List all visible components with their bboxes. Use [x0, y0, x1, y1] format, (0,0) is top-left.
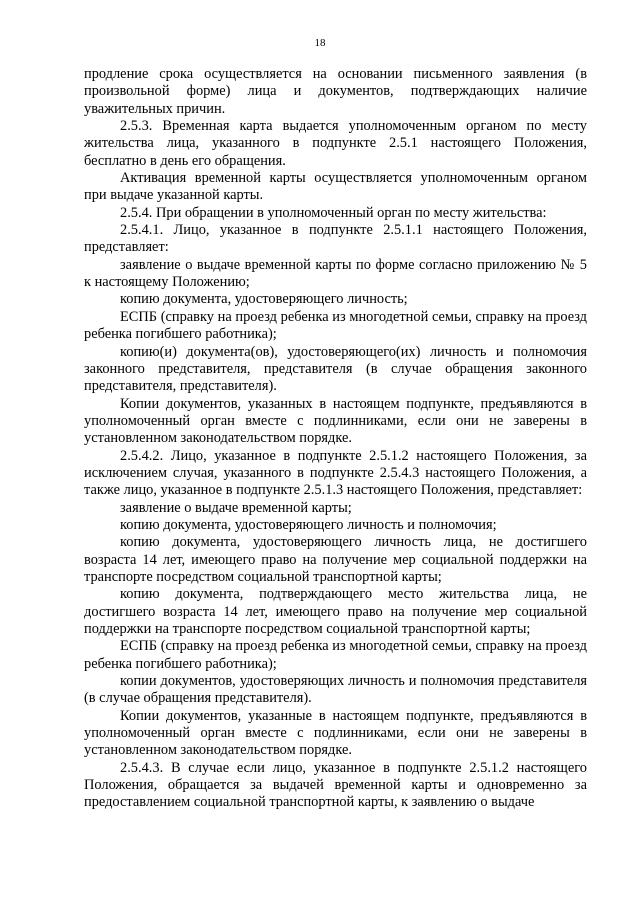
list-item: копии документов, удостоверяющих личность и полномочия представителя (в случае обращения представителя). — [84, 673, 587, 707]
list-item: копию документа, подтверждающего место жительства лица, не достигшего возраста 14 лет, имеющего право на получение мер социальной поддержки на транспорте посредством социальной транспортной карты; — [84, 586, 587, 637]
list-item: заявление о выдаче временной карты по форме согласно приложению № 5 к настоящему Положению; — [84, 256, 587, 291]
list-item: копию документа, удостоверяющего личность лица, не достигшего возраста 14 лет, имеющего право на получение мер социальной поддержки на транспорте посредством социальной транспортной карты; — [84, 534, 587, 585]
paragraph-copies-note: Копии документов, указанных в настоящем подпункте, предъявляются в уполномоченный орган вместе с подлинниками, если они не заверены в установленном законодательством порядке. — [84, 395, 587, 447]
paragraph-2-5-4-1: 2.5.4.1. Лицо, указанное в подпункте 2.5.1.1 настоящего Положения, представляет: — [84, 222, 587, 256]
list-item: ЕСПБ (справку на проезд ребенка из многодетной семьи, справку на проезд ребенка погибшего работника); — [84, 638, 587, 672]
paragraph-2-5-4-2: 2.5.4.2. Лицо, указанное в подпункте 2.5.1.2 настоящего Положения, за исключением случая, указанного в подпункте 2.5.4.3 настоящего Положения, а также лицо, указанное в подпункте 2.5.1.3 настоящего Положения, представляет: — [84, 447, 587, 499]
page-number: 18 — [314, 37, 326, 49]
document-body — [84, 66, 587, 812]
paragraph-copies-note: Копии документов, указанные в настоящем подпункте, предъявляются в уполномоченный орган вместе с подлинниками, если они не заверены в установленном законодательством порядке. — [84, 707, 587, 759]
paragraph-activation: Активация временной карты осуществляется уполномоченным органом при выдаче указанной карты. — [84, 170, 587, 204]
list-item: ЕСПБ (справку на проезд ребенка из многодетной семьи, справку на проезд ребенка погибшего работника); — [84, 308, 587, 343]
list-item: копию(и) документа(ов), удостоверяющего(их) личность и полномочия законного представителя, представителя (в случае обращения законного представителя, представителя). — [84, 343, 587, 395]
list-item: заявление о выдаче временной карты; — [120, 499, 352, 516]
paragraph-2-5-4-3: 2.5.4.3. В случае если лицо, указанное в подпункте 2.5.1.2 настоящего Положения, обращается за выдачей временной карты и одновременно за предоставлением социальной транспортной карты, к заявлению о выдаче — [84, 759, 587, 811]
list-item: копию документа, удостоверяющего личность и полномочия; — [120, 516, 497, 533]
paragraph-2-5-4: 2.5.4. При обращении в уполномоченный орган по месту жительства: — [120, 204, 547, 221]
list-item: копию документа, удостоверяющего личность; — [120, 291, 408, 308]
paragraph-continuation: продление срока осуществляется на основании письменного заявления (в произвольной форме) лица и документов, подтверждающих наличие уважительных причин. — [84, 66, 587, 117]
paragraph-2-5-3: 2.5.3. Временная карта выдается уполномоченным органом по месту жительства лица, указанного в подпункте 2.5.1 настоящего Положения, бесплатно в день его обращения. — [84, 118, 587, 169]
